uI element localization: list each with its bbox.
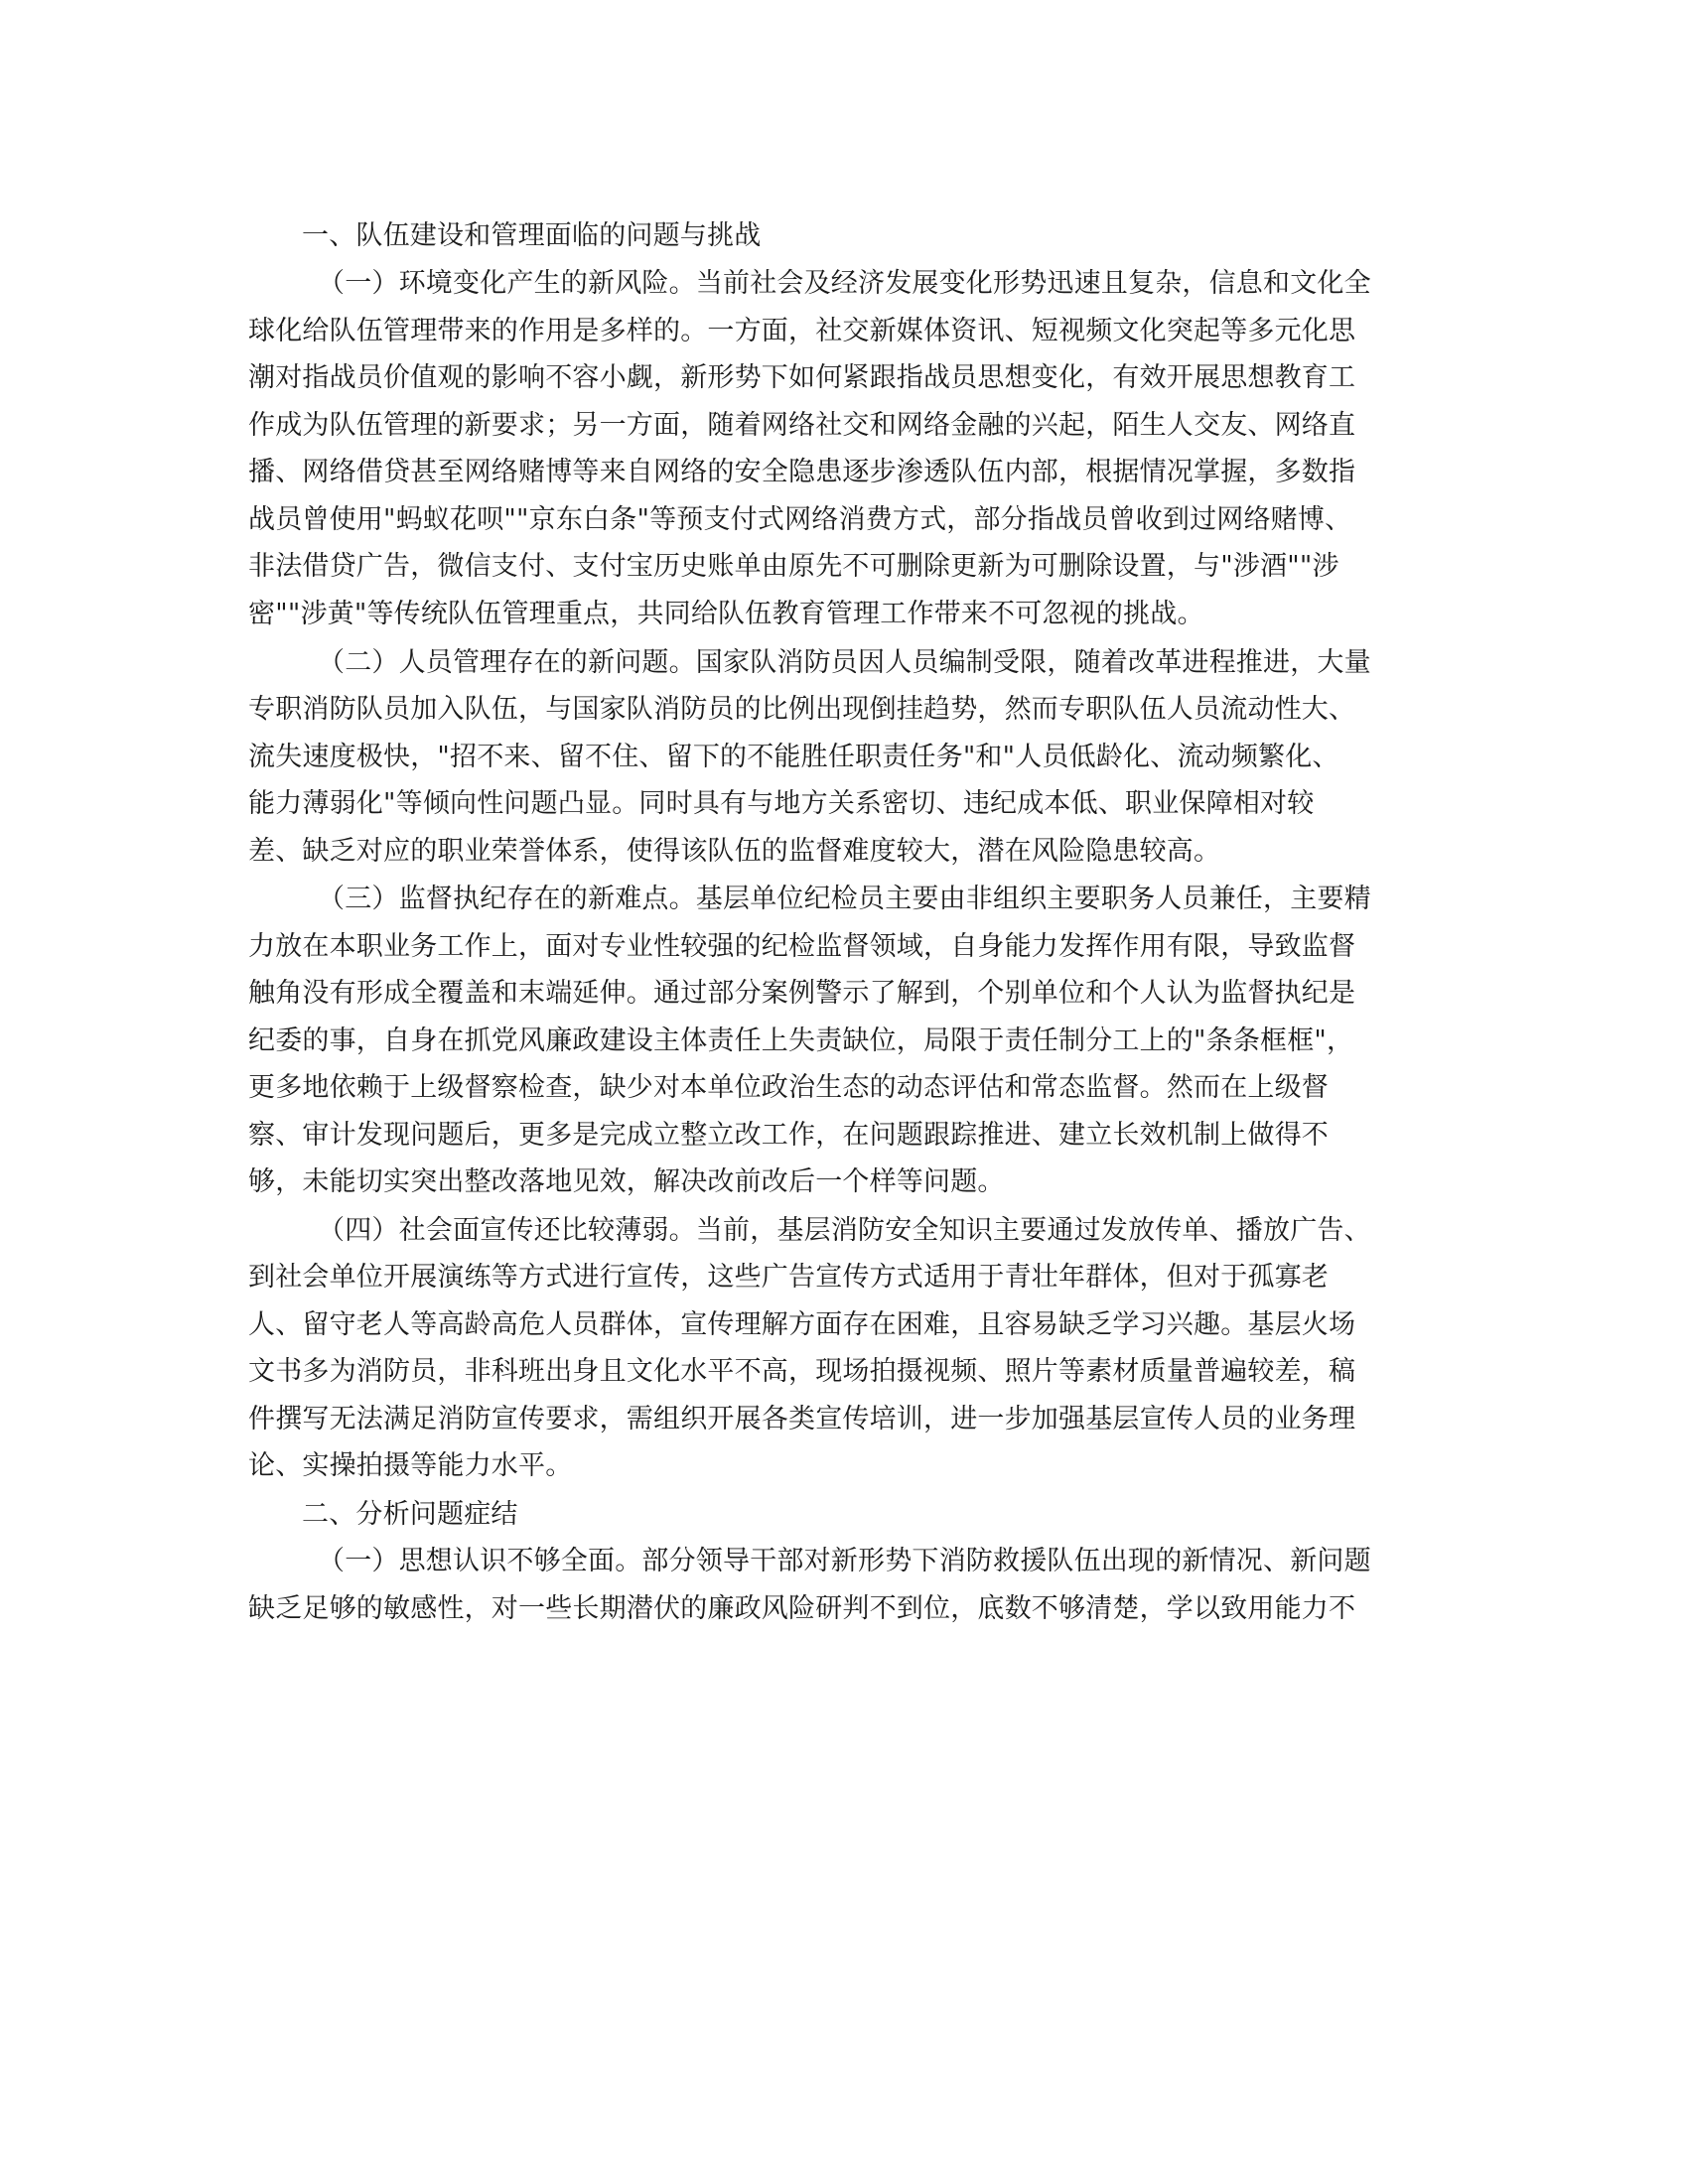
paragraph-1-line-2: 球化给队伍管理带来的作用是多样的。一方面，社交新媒体资讯、短视频文化突起等多元化思 — [248, 316, 1356, 346]
paragraph-1-line-4: 作成为队伍管理的新要求；另一方面，随着网络社交和网络金融的兴起，陌生人交友、网络直 — [248, 410, 1356, 441]
paragraph-2-line-5: 差、缺乏对应的职业荣誉体系，使得该队伍的监督难度较大，潜在风险隐患较高。 — [248, 836, 1221, 867]
paragraph-2-line-1: （二）人员管理存在的新问题。国家队消防员因人员编制受限，随着改革进程推进，大量 — [318, 647, 1371, 678]
paragraph-2-line-4: 能力薄弱化"等倾向性问题凸显。同时具有与地方关系密切、违纪成本低、职业保障相对较 — [248, 788, 1315, 819]
paragraph-3-line-6: 察、审计发现问题后，更多是完成立整立改工作，在问题跟踪推进、建立长效机制上做得不 — [248, 1120, 1329, 1151]
paragraph-4-line-5: 件撰写无法满足消防宣传要求，需组织开展各类宣传培训，进一步加强基层宣传人员的业务理 — [248, 1404, 1356, 1434]
paragraph-1-line-5: 播、网络借贷甚至网络赌博等来自网络的安全隐患逐步渗透队伍内部，根据情况掌握，多数指 — [248, 457, 1356, 487]
paragraph-2-line-3: 流失速度极快，"招不来、留不住、留下的不能胜任职责任务"和"人员低龄化、流动频繁化、 — [248, 742, 1339, 772]
paragraph-4-line-4: 文书多为消防员，非科班出身且文化水平不高，现场拍摄视频、照片等素材质量普遍较差，稿 — [248, 1356, 1356, 1387]
paragraph-3-line-5: 更多地依赖于上级督察检查，缺少对本单位政治生态的动态评估和常态监督。然而在上级督 — [248, 1072, 1329, 1103]
paragraph-4-line-3: 人、留守老人等高龄高危人员群体，宣传理解方面存在困难，且容易缺乏学习兴趣。基层火场 — [248, 1309, 1356, 1340]
paragraph-4-line-6: 论、实操拍摄等能力水平。 — [248, 1450, 573, 1481]
paragraph-1-line-6: 战员曾使用"蚂蚁花呗""京东白条"等预支付式网络消费方式，部分指战员曾收到过网络赌博、 — [248, 504, 1352, 535]
section-heading-2: 二、分析问题症结 — [302, 1499, 518, 1530]
paragraph-5-line-1: （一）思想认识不够全面。部分领导干部对新形势下消防救援队伍出现的新情况、新问题 — [318, 1546, 1371, 1576]
paragraph-1-line-3: 潮对指战员价值观的影响不容小觑，新形势下如何紧跟指战员思想变化，有效开展思想教育工 — [248, 362, 1356, 393]
paragraph-1-line-8: 密""涉黄"等传统队伍管理重点，共同给队伍教育管理工作带来不可忽视的挑战。 — [248, 599, 1204, 629]
paragraph-4-line-2: 到社会单位开展演练等方式进行宣传，这些广告宣传方式适用于青壮年群体，但对于孤寡老 — [248, 1262, 1329, 1293]
paragraph-4-line-1: （四）社会面宣传还比较薄弱。当前，基层消防安全知识主要通过发放传单、播放广告、 — [318, 1215, 1371, 1246]
section-heading-1: 一、队伍建设和管理面临的问题与挑战 — [302, 220, 762, 251]
paragraph-3-line-3: 触角没有形成全覆盖和末端延伸。通过部分案例警示了解到，个别单位和个人认为监督执纪是 — [248, 978, 1356, 1009]
paragraph-1-line-7: 非法借贷广告，微信支付、支付宝历史账单由原先不可删除更新为可删除设置，与"涉酒""涉 — [248, 551, 1339, 582]
paragraph-3-line-4: 纪委的事，自身在抓党风廉政建设主体责任上失责缺位，局限于责任制分工上的"条条框框"， — [248, 1025, 1354, 1056]
paragraph-3-line-2: 力放在本职业务工作上，面对专业性较强的纪检监督领域，自身能力发挥作用有限，导致监督 — [248, 931, 1356, 962]
paragraph-3-line-7: 够，未能切实突出整改落地见效，解决改前改后一个样等问题。 — [248, 1166, 1005, 1197]
paragraph-3-line-1: （三）监督执纪存在的新难点。基层单位纪检员主要由非组织主要职务人员兼任，主要精 — [318, 884, 1371, 914]
paragraph-2-line-2: 专职消防队员加入队伍，与国家队消防员的比例出现倒挂趋势，然而专职队伍人员流动性大、 — [248, 694, 1356, 725]
paragraph-5-line-2: 缺乏足够的敏感性，对一些长期潜伏的廉政风险研判不到位，底数不够清楚，学以致用能力不 — [248, 1593, 1356, 1624]
paragraph-1-line-1: （一）环境变化产生的新风险。当前社会及经济发展变化形势迅速且复杂，信息和文化全 — [318, 268, 1371, 299]
